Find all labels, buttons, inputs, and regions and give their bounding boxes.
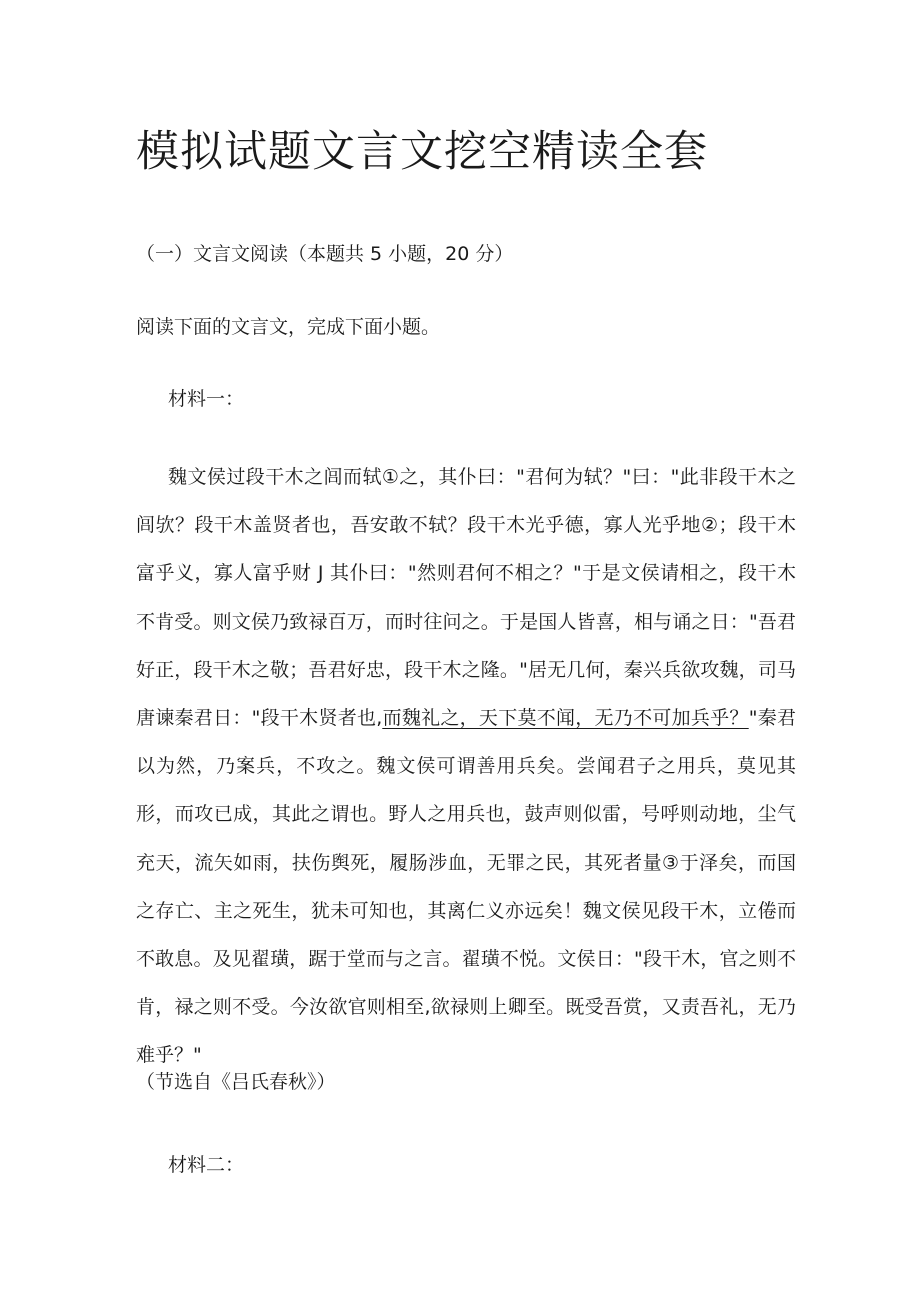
source-citation: （节选自《吕氏春秋》）: [136, 1071, 336, 1093]
reading-instruction: 阅读下面的文言文，完成下面小题。: [136, 316, 441, 338]
material-one-label: 材料一：: [168, 388, 245, 410]
document-title: 模拟试题文言文挖空精读全套: [136, 127, 708, 177]
passage-text-part1: 魏文侯过段干木之闾而轼①之，其仆曰："君何为轼？"曰："此非段干木之闾欤？段干木盖贤者也，吾安敢不轼？段干木光乎德，寡人光乎地②；段干木富乎义，寡人富乎财 J 其仆曰："然则君何不相之？"于是文侯请相之，段干木不肯受。则文侯乃致禄百万，而时往问之。于是国人皆喜，相与诵之日："吾君好正，段干木之敬；吾君好忠，段干木之隆。"居无几何，秦兴兵欲攻魏，司马唐谏秦君日："段干木贤者也,: [136, 466, 796, 730]
material-one-passage: [136, 453, 796, 1080]
underlined-sentence: 而魏礼之，天下莫不闻，无乃不可加兵乎？: [382, 707, 749, 730]
passage-text-part2: "秦君以为然，乃案兵，不攻之。魏文侯可谓善用兵矣。尝闻君子之用兵，莫见其形，而攻已成，其此之谓也。野人之用兵也，鼓声则似雷，号呼则动地，尘气充天，流矢如雨，扶伤舆死，履肠涉血，无罪之民，其死者量③于泽矣，而国之存亡、主之死生，犹未可知也，其离仁义亦远矣！魏文侯见段干木，立倦而不敢息。及见翟璜，踞于堂而与之言。翟璜不悦。文侯日："段干木，官之则不肯，禄之则不受。今汝欲官则相至,欲禄则上卿至。既受吾赏，又责吾礼，无乃难乎？": [136, 707, 796, 1067]
section-heading: （一）文言文阅读（本题共 5 小题，20 分）: [136, 243, 514, 265]
material-two-label: 材料二：: [168, 1154, 245, 1176]
